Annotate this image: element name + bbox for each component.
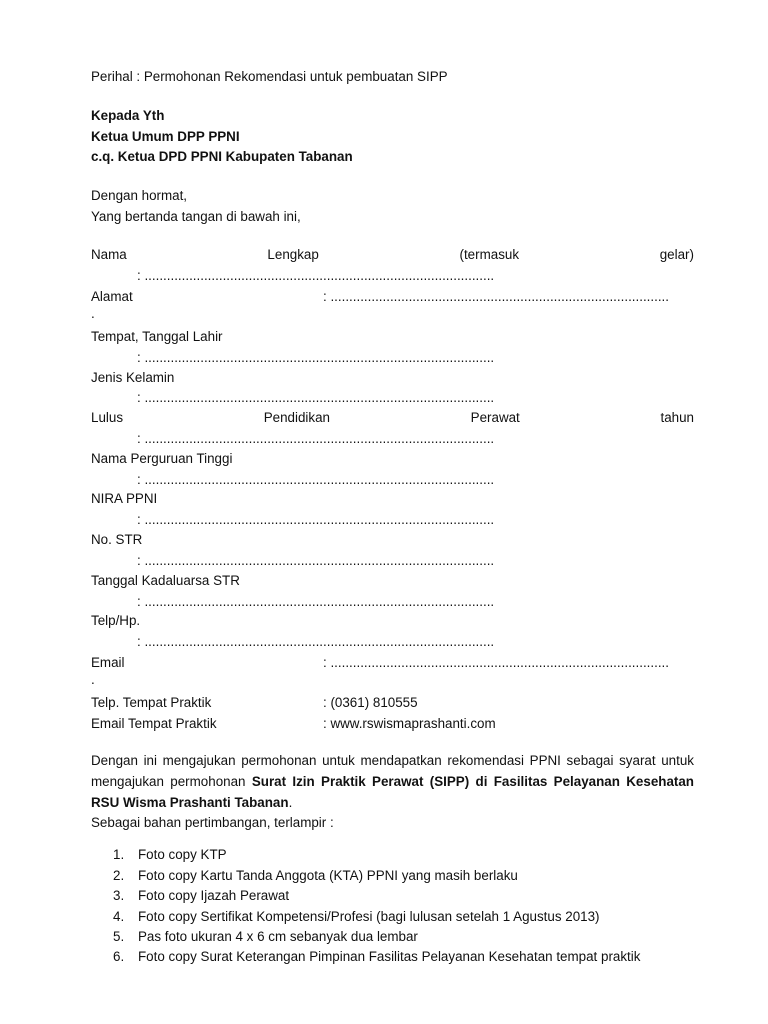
- field-blank-alamat[interactable]: : ...........................................................................................: [323, 289, 669, 304]
- list-number: 3.: [113, 888, 125, 903]
- word: Lengkap: [267, 247, 319, 262]
- field-label-no-str: No. STR: [91, 532, 143, 547]
- field-blank-nama[interactable]: : ..............................................................................................: [137, 268, 495, 283]
- field-label-telp-hp: Telp/Hp.: [91, 613, 141, 628]
- word: Perawat: [470, 410, 520, 425]
- field-blank-email[interactable]: : ...........................................................................................: [323, 655, 669, 670]
- list-item-text: Foto copy Ijazah Perawat: [138, 888, 290, 903]
- addressee-line-1: Kepada Yth: [91, 108, 165, 123]
- field-label-telp-praktik: Telp. Tempat Praktik: [91, 695, 212, 710]
- field-blank-perguruan-tinggi[interactable]: : ..............................................................................................: [137, 472, 495, 487]
- field-label-jenis-kelamin: Jenis Kelamin: [91, 370, 175, 385]
- field-value-telp-praktik: : (0361) 810555: [323, 695, 418, 710]
- paragraph-text: Dengan ini mengajukan permohonan untuk mendapatkan rekomendasi PPNI sebagai syarat untuk mengajukan permohonan: [91, 753, 694, 789]
- field-value-email-praktik: : www.rswismaprashanti.com: [323, 716, 496, 731]
- list-item-text: Foto copy Kartu Tanda Anggota (KTA) PPNI yang masih berlaku: [138, 868, 518, 883]
- attachments-intro: Sebagai bahan pertimbangan, terlampir :: [91, 815, 334, 830]
- word: Nama: [91, 247, 127, 262]
- list-item: [113, 928, 418, 946]
- word: gelar): [659, 247, 694, 262]
- word: tahun: [660, 410, 694, 425]
- greeting: Dengan hormat,: [91, 188, 188, 203]
- field-label-ttl: Tempat, Tanggal Lahir: [91, 329, 223, 344]
- field-label-lulus: [91, 409, 694, 427]
- list-number: 6.: [113, 949, 125, 964]
- field-blank-no-str[interactable]: : ..............................................................................................: [137, 553, 495, 568]
- field-label-email: Email: [91, 655, 125, 670]
- request-paragraph: [91, 750, 694, 813]
- field-label-nama: [91, 246, 694, 264]
- list-item-text: Foto copy Sertifikat Kompetensi/Profesi (bagi lulusan setelah 1 Agustus 2013): [138, 909, 600, 924]
- intro-line: Yang bertanda tangan di bawah ini,: [91, 209, 301, 224]
- field-label-perguruan-tinggi: Nama Perguruan Tinggi: [91, 451, 233, 466]
- field-blank-kadaluarsa-str[interactable]: : ..............................................................................................: [137, 594, 495, 609]
- list-item: [113, 846, 227, 864]
- field-blank-nira[interactable]: : ..............................................................................................: [137, 512, 495, 527]
- list-item-text: Foto copy KTP: [138, 847, 227, 862]
- field-label-nira: NIRA PPNI: [91, 491, 158, 506]
- field-blank-jenis-kelamin[interactable]: : ..............................................................................................: [137, 390, 495, 405]
- addressee-line-3: c.q. Ketua DPD PPNI Kabupaten Tabanan: [91, 149, 353, 164]
- list-item: [113, 948, 640, 966]
- list-number: 5.: [113, 929, 125, 944]
- list-number: 1.: [113, 847, 125, 862]
- field-blank-lulus[interactable]: : ..............................................................................................: [137, 431, 495, 446]
- addressee-line-2: Ketua Umum DPP PPNI: [91, 129, 240, 144]
- paragraph-bold-text: Surat Izin Praktik Perawat (SIPP) di Fasilitas Pelayanan Kesehatan RSU Wisma Prashanti Tabanan: [91, 774, 694, 810]
- list-item-text: Pas foto ukuran 4 x 6 cm sebanyak dua lembar: [138, 929, 418, 944]
- field-label-kadaluarsa-str: Tanggal Kadaluarsa STR: [91, 573, 240, 588]
- list-item: [113, 908, 600, 926]
- word: Lulus: [91, 410, 124, 425]
- list-item-text: Foto copy Surat Keterangan Pimpinan Fasilitas Pelayanan Kesehatan tempat praktik: [138, 949, 641, 964]
- trailing-dot: .: [91, 306, 95, 321]
- word: (termasuk: [459, 247, 520, 262]
- field-label-email-praktik: Email Tempat Praktik: [91, 716, 217, 731]
- subject-line: Perihal : Permohonan Rekomendasi untuk pembuatan SIPP: [91, 69, 448, 84]
- paragraph-text: .: [288, 795, 293, 810]
- list-number: 2.: [113, 868, 125, 883]
- trailing-dot: .: [91, 672, 95, 687]
- field-blank-ttl[interactable]: : ..............................................................................................: [137, 350, 495, 365]
- list-item: [113, 887, 289, 905]
- list-item: [113, 867, 518, 885]
- field-blank-telp-hp[interactable]: : ..............................................................................................: [137, 634, 495, 649]
- word: Pendidikan: [263, 410, 330, 425]
- field-label-alamat: Alamat: [91, 289, 133, 304]
- list-number: 4.: [113, 909, 125, 924]
